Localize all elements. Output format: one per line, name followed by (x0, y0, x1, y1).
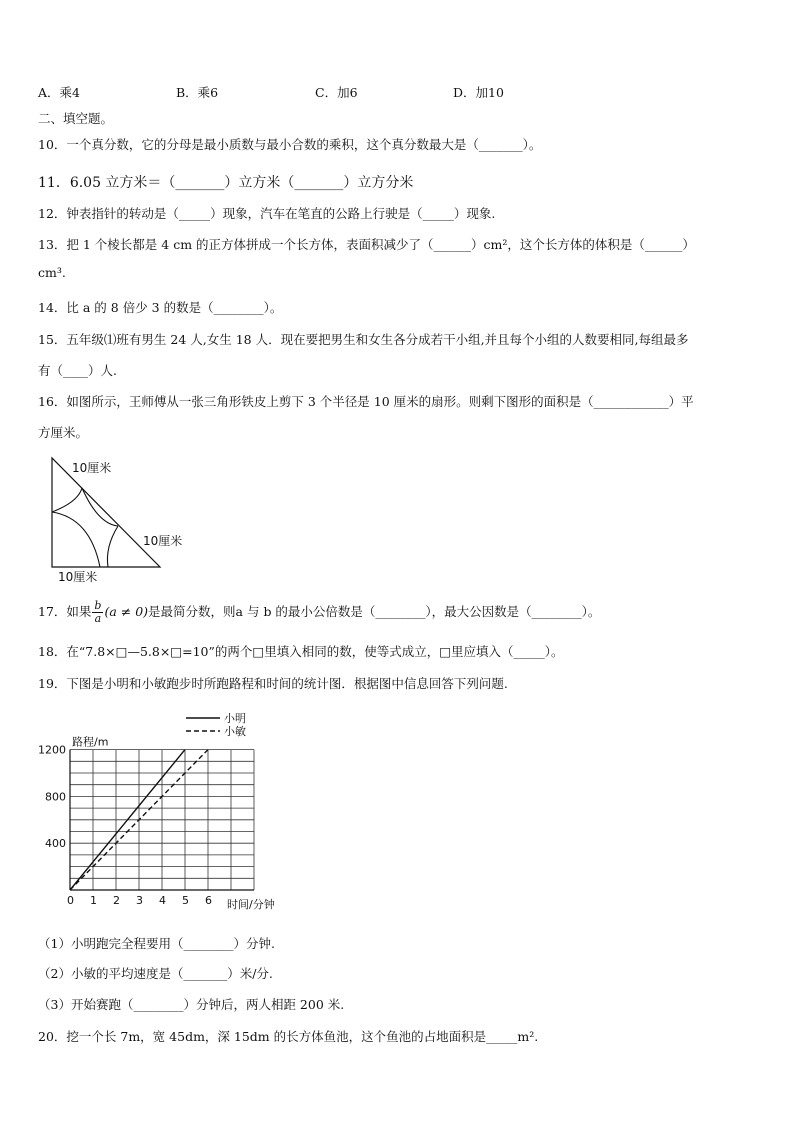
x-axis-label: 时间/分钟 (227, 898, 275, 911)
question-16-line1: 16．如图所示，王师傅从一张三角形铁皮上剪下 3 个半径是 10 厘米的扇形。则剩下图形的面积是（____________）平 (38, 394, 694, 409)
label-bottom: 10厘米 (58, 570, 98, 584)
q17-denominator: a (94, 612, 102, 625)
sector-arc-top (52, 488, 82, 512)
distance-time-chart (30, 708, 330, 918)
option-b: B．乘6 (176, 85, 219, 100)
section-title: 二、填空题。 (38, 111, 114, 126)
option-c: C．加6 (315, 85, 358, 100)
q17-post: 是最简分数，则a 与 b 的最小公倍数是（________），最大公因数是（________）。 (148, 604, 601, 619)
q17-numerator: b (94, 599, 102, 612)
question-10: 10．一个真分数，它的分母是最小质数与最小合数的乘积，这个真分数最大是（_______）。 (38, 137, 542, 152)
option-a: A．乘4 (38, 85, 80, 100)
y-axis-label: 路程/m (72, 735, 109, 749)
question-17 (38, 600, 600, 625)
y-tick-label: 800 (45, 790, 66, 804)
question-14: 14．比 a 的 8 倍少 3 的数是（________）。 (38, 300, 283, 315)
question-11: 11．6.05 立方米＝（_______）立方米（_______）立方分米 (38, 175, 414, 191)
legend-label: 小明 (224, 712, 246, 725)
question-13-line1: 13．把 1 个棱长都是 4 cm 的正方体拼成一个长方体，表面积减少了（______）cm²，这个长方体的体积是（______） (38, 237, 695, 252)
legend-label: 小敏 (224, 725, 246, 738)
question-15-line1: 15．五年级⑴班有男生 24 人,女生 18 人．现在要把男生和女生各分成若干小组,并且每个小组的人数要相同,每组最多 (38, 332, 689, 347)
question-19-2: （2）小敏的平均速度是（_______）米/分. (38, 966, 273, 981)
y-tick-label: 400 (45, 837, 66, 851)
sector-arc-corner (52, 512, 100, 567)
label-hypotenuse: 10厘米 (143, 534, 183, 548)
question-16-line2: 方厘米。 (38, 425, 89, 440)
option-d: D．加10 (453, 85, 504, 100)
x-tick-label: 1 (90, 894, 97, 907)
x-tick-label: 3 (136, 894, 143, 907)
q17-condition: (a ≠ 0) (104, 604, 149, 619)
question-13-line2: cm³. (38, 265, 66, 280)
y-tick-label: 1200 (38, 743, 66, 757)
label-top: 10厘米 (72, 461, 112, 475)
x-tick-label: 6 (205, 894, 212, 907)
question-19-3: （3）开始赛跑（________）分钟后，两人相距 200 米. (38, 997, 345, 1012)
question-12: 12．钟表指针的转动是（_____）现象，汽车在笔直的公路上行驶是（_____）现象. (38, 206, 496, 221)
x-tick-label: 2 (113, 894, 120, 907)
x-tick-label: 0 (67, 894, 74, 907)
triangle-sector-figure (40, 452, 210, 587)
q17-fraction (92, 600, 103, 625)
question-15-line2: 有（____）人. (38, 363, 117, 378)
question-19-1: （1）小明跑完全程要用（________）分钟. (38, 936, 275, 951)
sector-arc-right (107, 526, 118, 567)
question-18: 18．在“7.8×□—5.8×□=10”的两个□里填入相同的数，使等式成立，□里应填入（_____）。 (38, 644, 564, 659)
x-tick-label: 5 (182, 894, 189, 907)
x-tick-label: 4 (159, 894, 166, 907)
q17-pre: 17．如果 (38, 604, 92, 619)
question-20: 20．挖一个长 7m，宽 45dm，深 15dm 的长方体鱼池，这个鱼池的占地面积是_____m². (38, 1029, 539, 1044)
question-19: 19．下图是小明和小敏跑步时所跑路程和时间的统计图．根据图中信息回答下列问题. (38, 676, 508, 691)
